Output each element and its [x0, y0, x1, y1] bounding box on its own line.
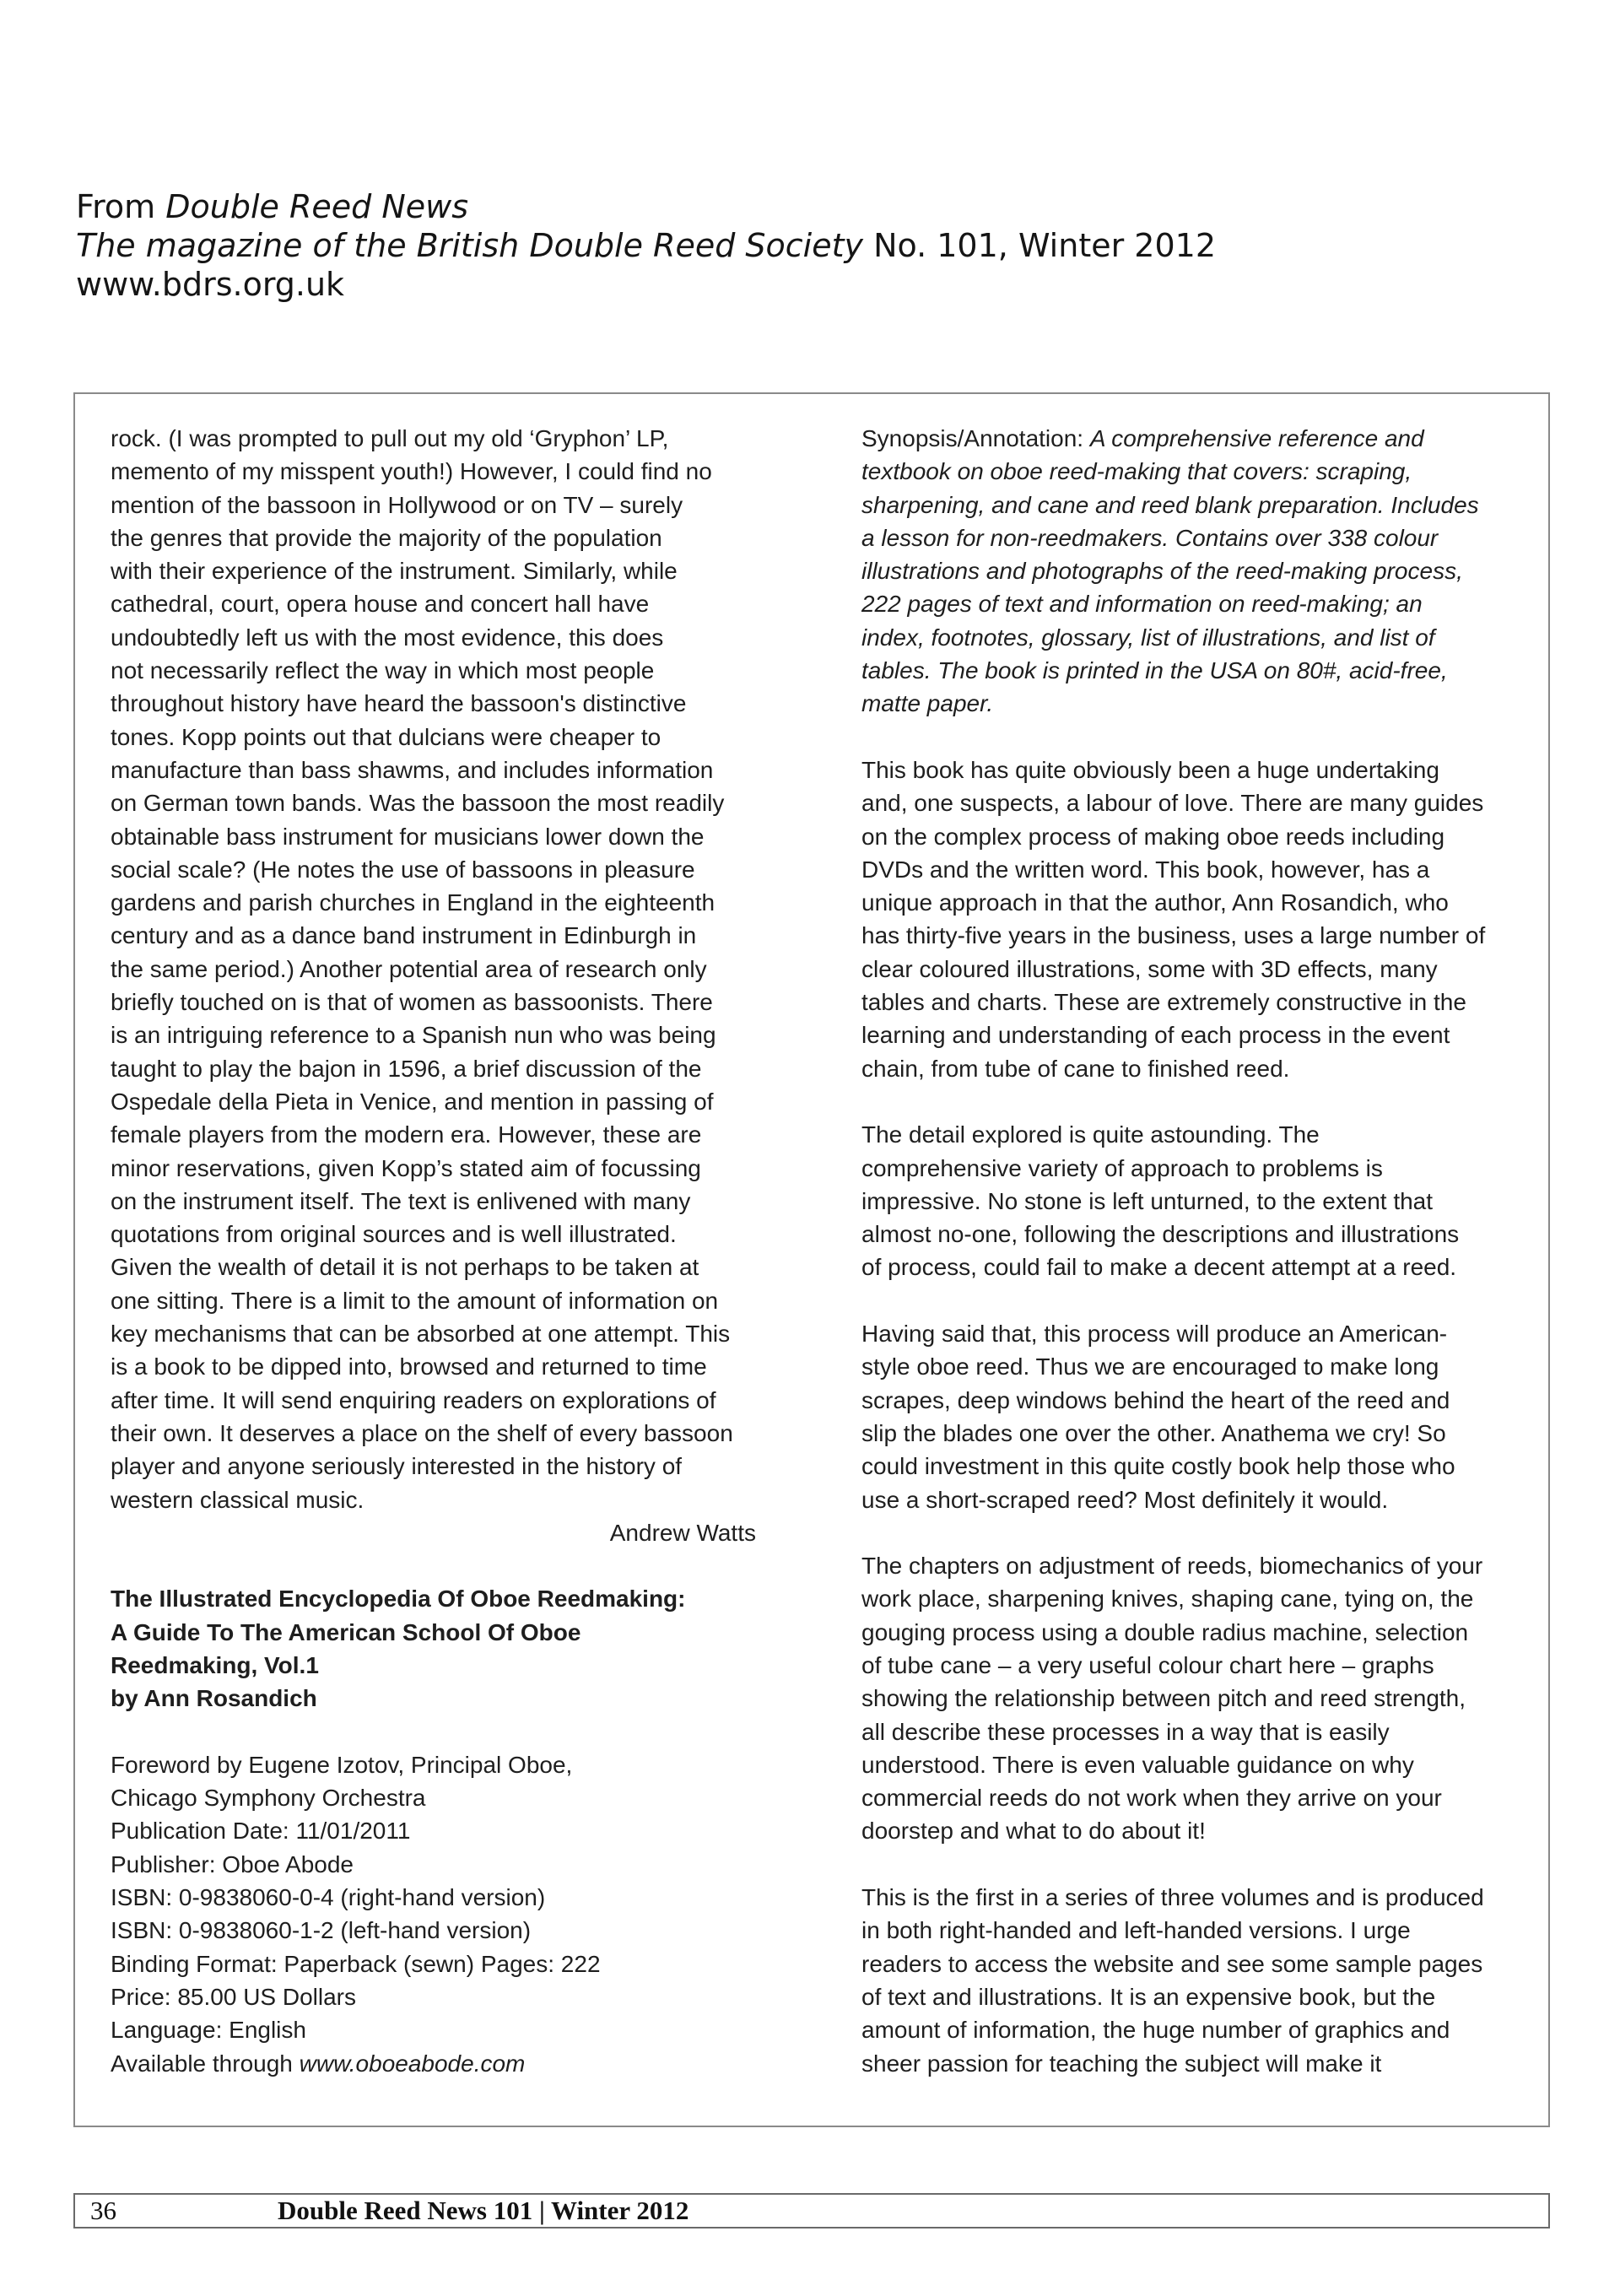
book-details: [111, 1748, 756, 2047]
synopsis-line: sharpening, and cane and reed blank preparation. Includes: [861, 491, 1479, 518]
paragraph-line: The detail explored is quite astounding. The: [861, 1121, 1320, 1148]
review-line: the same period.) Another potential area of research only: [111, 955, 707, 982]
book-detail-line: Publisher: Oboe Abode: [111, 1850, 354, 1877]
paragraph-line: commercial reeds do not work when they arrive on your: [861, 1785, 1442, 1812]
spacer: [861, 1516, 1511, 1549]
paragraph-line: on the complex process of making oboe reeds including: [861, 823, 1445, 850]
review-signature: Andrew Watts: [609, 1519, 756, 1546]
review-line: Ospedale della Pieta in Venice, and mention in passing of: [111, 1088, 714, 1115]
review-line: manufacture than bass shawms, and includes information: [111, 756, 714, 783]
paragraph-line: work place, sharpening knives, shaping cane, tying on, the: [861, 1586, 1474, 1613]
review-paragraph-1: [861, 754, 1511, 1085]
paragraph-line: This is the first in a series of three volumes and is produced: [861, 1884, 1484, 1911]
right-column: [861, 422, 1511, 2080]
book-title-line: by Ann Rosandich: [111, 1685, 317, 1712]
review-line: gardens and parish churches in England in the eighteenth: [111, 889, 716, 916]
header-from-text: From: [76, 188, 166, 225]
footer-publication: Double Reed News 101 | Winter 2012: [278, 2196, 689, 2225]
book-detail-line: ISBN: 0-9838060-0-4 (right-hand version): [111, 1884, 546, 1911]
paragraph-line: tables and charts. These are extremely constructive in the: [861, 989, 1466, 1016]
magazine-name: Double Reed News: [165, 188, 469, 225]
paragraph-line: understood. There is even valuable guidance on why: [861, 1751, 1414, 1778]
review-line: taught to play the bajon in 1596, a brief discussion of the: [111, 1055, 702, 1082]
book-detail-line: ISBN: 0-9838060-1-2 (left-hand version): [111, 1917, 532, 1944]
synopsis-line: textbook on oboe reed-making that covers: scraping,: [861, 458, 1412, 485]
synopsis-text: [861, 455, 1511, 720]
paragraph-line: style oboe reed. Thus we are encouraged to make long: [861, 1353, 1439, 1380]
paragraph-line: sheer passion for teaching the subject will make it: [861, 2050, 1382, 2077]
book-detail-line: Publication Date: 11/01/2011: [111, 1818, 411, 1845]
paragraph-line: of tube cane – a very useful colour chart here – graphs: [861, 1651, 1434, 1678]
review-line: with their experience of the instrument. Similarly, while: [111, 558, 678, 585]
review-line: on the instrument itself. The text is enlivened with many: [111, 1187, 691, 1214]
review-line: century and as a dance band instrument in Edinburgh in: [111, 922, 697, 949]
review-line: memento of my misspent youth!) However, I could find no: [111, 458, 712, 485]
availability-line: [111, 2047, 756, 2080]
page-number: 36: [90, 2196, 116, 2225]
left-column: [111, 422, 756, 2080]
paragraph-line: of text and illustrations. It is an expensive book, but the: [861, 1983, 1436, 2010]
page-footer: [73, 2193, 1550, 2228]
review-line: Given the wealth of detail it is not perhaps to be taken at: [111, 1254, 699, 1281]
header-website: www.bdrs.org.uk: [76, 266, 345, 303]
review-line: is an intriguing reference to a Spanish nun who was being: [111, 1022, 716, 1049]
book-detail-line: Language: English: [111, 2017, 306, 2044]
review-paragraph-4: [861, 1549, 1511, 1848]
book-title-line: Reedmaking, Vol.1: [111, 1651, 319, 1678]
paragraph-line: DVDs and the written word. This book, however, has a: [861, 856, 1430, 883]
paragraph-line: unique approach in that the author, Ann Rosandich, who: [861, 889, 1449, 916]
book-title: [111, 1582, 756, 1715]
review-line: briefly touched on is that of women as bassoonists. There: [111, 989, 713, 1016]
paragraph-line: of process, could fail to make a decent attempt at a reed.: [861, 1254, 1457, 1281]
availability-prefix: Available through: [111, 2050, 300, 2077]
review-line: western classical music.: [111, 1486, 364, 1513]
paragraph-line: comprehensive variety of approach to problems is: [861, 1154, 1383, 1181]
synopsis-label: Synopsis/Annotation:: [861, 425, 1090, 451]
review-line: is a book to be dipped into, browsed and returned to time: [111, 1353, 707, 1380]
review-line: female players from the modern era. However, these are: [111, 1121, 702, 1148]
review-line: player and anyone seriously interested in the history of: [111, 1453, 683, 1480]
review-line: undoubtedly left us with the most evidence, this does: [111, 624, 664, 651]
review-line: key mechanisms that can be absorbed at one attempt. This: [111, 1321, 731, 1348]
paragraph-line: in both right-handed and left-handed versions. I urge: [861, 1917, 1411, 1944]
review-line: one sitting. There is a limit to the amount of information on: [111, 1287, 719, 1314]
synopsis-line: a lesson for non-reedmakers. Contains over 338 colour: [861, 524, 1439, 551]
paragraph-line: The chapters on adjustment of reeds, biomechanics of your: [861, 1553, 1483, 1580]
paragraph-line: and, one suspects, a labour of love. There are many guides: [861, 790, 1484, 817]
synopsis-line: matte paper.: [861, 690, 994, 717]
review-line: obtainable bass instrument for musicians lower down the: [111, 823, 705, 850]
review-line: their own. It deserves a place on the shelf of every bassoon: [111, 1419, 733, 1446]
synopsis-line: index, footnotes, glossary, list of illustrations, and list of: [861, 624, 1435, 651]
review-paragraph-5: [861, 1881, 1511, 2080]
paragraph-line: readers to access the website and see some sample pages: [861, 1950, 1483, 1977]
review-line: quotations from original sources and is well illustrated.: [111, 1221, 677, 1248]
society-name: The magazine of the British Double Reed Society: [76, 227, 864, 264]
header-source-line: [76, 187, 1216, 226]
paragraph-line: doorstep and what to do about it!: [861, 1818, 1206, 1845]
paragraph-line: learning and understanding of each process in the event: [861, 1022, 1450, 1049]
paragraph-line: has thirty-five years in the business, uses a large number of: [861, 922, 1486, 949]
paragraph-line: impressive. No stone is left unturned, to the extent that: [861, 1187, 1434, 1214]
header-society-line: [76, 226, 1216, 265]
paragraph-line: chain, from tube of cane to finished reed.: [861, 1055, 1290, 1082]
review-line: after time. It will send enquiring readers on explorations of: [111, 1386, 716, 1413]
review-text: [111, 422, 756, 1516]
review-line: on German town bands. Was the bassoon the most readily: [111, 790, 725, 817]
paragraph-line: clear coloured illustrations, some with 3D effects, many: [861, 955, 1438, 982]
review-paragraph-3: [861, 1317, 1511, 1516]
book-title-line: A Guide To The American School Of Oboe: [111, 1618, 581, 1645]
page-header: [76, 187, 1216, 304]
review-line: throughout history have heard the bassoon's distinctive: [111, 690, 687, 717]
paragraph-line: could investment in this quite costly book help those who: [861, 1453, 1455, 1480]
paragraph-line: amount of information, the huge number of graphics and: [861, 2017, 1450, 2044]
book-detail-line: Chicago Symphony Orchestra: [111, 1785, 426, 1812]
spacer: [861, 721, 1511, 754]
synopsis-line: tables. The book is printed in the USA on 80#, acid-free,: [861, 657, 1448, 684]
paragraph-line: showing the relationship between pitch and reed strength,: [861, 1685, 1466, 1712]
review-line: the genres that provide the majority of the population: [111, 524, 662, 551]
review-line: cathedral, court, opera house and concert hall have: [111, 591, 650, 618]
publisher-website-link[interactable]: www.oboeabode.com: [299, 2050, 526, 2077]
synopsis-line: 222 pages of text and information on reed-making; an: [861, 591, 1423, 618]
review-line: social scale? (He notes the use of bassoons in pleasure: [111, 856, 695, 883]
spacer: [861, 1848, 1511, 1881]
review-line: mention of the bassoon in Hollywood or on TV – surely: [111, 491, 683, 518]
synopsis-first-line: [861, 422, 1511, 455]
paragraph-line: slip the blades one over the other. Anathema we cry! So: [861, 1419, 1446, 1446]
book-detail-line: Binding Format: Paperback (sewn) Pages: 222: [111, 1950, 601, 1977]
review-line: minor reservations, given Kopp’s stated aim of focussing: [111, 1154, 701, 1181]
paragraph-line: gouging process using a double radius machine, selection: [861, 1618, 1469, 1645]
spacer: [111, 1715, 756, 1748]
review-line: not necessarily reflect the way in which most people: [111, 657, 655, 684]
synopsis-line: illustrations and photographs of the reed-making process,: [861, 558, 1463, 585]
issue-info: No. 101, Winter 2012: [863, 227, 1217, 264]
spacer: [861, 1085, 1511, 1118]
paragraph-line: This book has quite obviously been a huge undertaking: [861, 756, 1439, 783]
paragraph-line: all describe these processes in a way that is easily: [861, 1718, 1390, 1745]
book-detail-line: Foreword by Eugene Izotov, Principal Oboe,: [111, 1751, 573, 1778]
spacer: [861, 1284, 1511, 1317]
book-detail-line: Price: 85.00 US Dollars: [111, 1983, 357, 2010]
paragraph-line: scrapes, deep windows behind the heart of the reed and: [861, 1386, 1450, 1413]
paragraph-line: use a short-scraped reed? Most definitely it would.: [861, 1486, 1389, 1513]
review-line: tones. Kopp points out that dulcians were cheaper to: [111, 723, 662, 750]
review-paragraph-2: [861, 1118, 1511, 1283]
review-line: rock. (I was prompted to pull out my old ‘Gryphon’ LP,: [111, 425, 669, 451]
paragraph-line: almost no-one, following the descriptions and illustrations: [861, 1221, 1460, 1248]
spacer: [111, 1549, 756, 1582]
paragraph-line: Having said that, this process will produce an American-: [861, 1321, 1448, 1348]
book-title-line: The Illustrated Encyclopedia Of Oboe Reedmaking:: [111, 1586, 686, 1613]
synopsis-text-start: A comprehensive reference and: [1089, 425, 1424, 451]
